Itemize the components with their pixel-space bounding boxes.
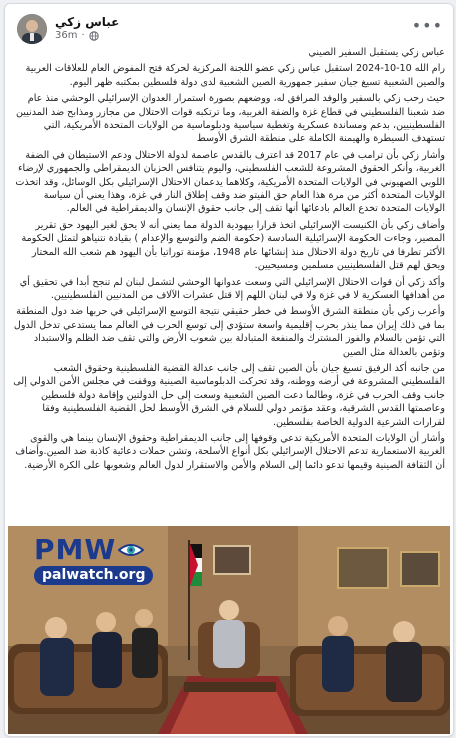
post-paragraph: وأعرب زكي بأن منطقة الشرق الأوسط في خطر حقيقي نتيجة التوسع الإسرائيلي في حربها ضد دول المنطقة بما في ذلك إيران مما ينذر بحرب إقليمية واسعة ستؤدي إلى توسع الحرب في العالم مما يستدعي تدخل الدول التي تؤمن بالسلام والفوز المشترك والمنفعة المتبادلة بين شعوب الأرض والتي تقف ضد الظلم والاستبداد وتؤمن بالعدالة مثل الصين bbox=[13, 306, 445, 358]
post-paragraph: حيث رحب زكي بالسفير والوفد المرافق له، ووضعهم بصورة استمرار العدوان الإسرائيلي الوحشي منذ عام ضد شعبنا الفلسطيني في قطاع غزة والضفة الغربية، وما ترتكبه قوات الاحتلال من مجازر ومذابح ضد المدنيين الفلسطينيين، بدعم ومساندة عسكرية وتغطية سياسية ودبلوماسية من الولايات المتحدة الأمريكية، التي تستهدف السيطرة والهيمنة الكاملة على منطقة الشرق الأوسط bbox=[15, 93, 445, 145]
post-text bbox=[13, 46, 445, 475]
post-paragraph: وأشار أن الولايات المتحدة الأمريكية تدعي وقوفها إلى جانب الديمقراطية وحقوق الإنسان بينما هي والقوى الغربية الاستعمارية تدعم الاحتلال الإسرائيلي بكل أنواع الأسلحة، وتشن حملات دعائية كاذبة ضد الصين.وأضاف أن الثقافة الصينية وقيمها تدعو دائما إلى السلام والأمن والاستقرار لدول العالم وشعوبها على الكرة الأرضية. bbox=[15, 432, 445, 471]
watermark-url: palwatch.org bbox=[34, 566, 153, 585]
post-time[interactable]: 36m bbox=[55, 30, 78, 41]
post-title: عباس زكي يستقبل السفير الصيني bbox=[308, 47, 445, 58]
eye-logo-icon bbox=[118, 541, 144, 559]
author-avatar[interactable] bbox=[17, 14, 47, 44]
more-horizontal-icon[interactable]: ••• bbox=[411, 16, 443, 35]
post-header bbox=[13, 10, 443, 46]
facebook-post bbox=[4, 3, 454, 737]
post-photo[interactable] bbox=[8, 526, 450, 734]
post-paragraph: من جانبه أكد الرفيق تسيغ جيان بأن الصين تقف إلى جانب عدالة القضية الفلسطينية وحقوق الشعب الفلسطيني المشروعة في أرضه ووطنه، وقد تحركت الدبلوماسية الصينية ووقفت في مجلس الأمن الدولي إلى جانب وقف الحرب في غزة، وطالما دعت الصين الشعبية وسعت إلى حل الدولتين وإقامة دولة فلسطين وعاصمتها القدس الشرقية، وعقد مؤتمر دولي للسلام في الشرق الأوسط لحل القضية الفلسطينية وفقا لقرارات الشرعية الدولية الخاصة بفلسطين. bbox=[13, 362, 445, 428]
post-paragraph: رام الله 10-10-2024 استقبل عباس زكي عضو اللجنة المركزية لحركة فتح المفوض العام للعلاقات العربية والصين الشعبية تسيغ جيان سفير جمهورية الصين الشعبية لدى دولة فلسطين بمكتبه ظهر اليوم. bbox=[25, 63, 445, 88]
meta-separator: · bbox=[81, 30, 85, 41]
watermark-main: PMW bbox=[34, 533, 117, 566]
post-paragraph: وأشار زكي بأن ترامب في عام 2017 قد اعترف بالقدس عاصمة لدولة الاحتلال ودعم الاستيطان في الضفة الغربية، وأنكر الحقوق المشروعة للشعب الفلسطيني، واليوم يتنافس الحزبان الديمقراطي والجمهوري لإرضاء اللوبي الصهيوني في الولايات المتحدة الأمريكية، وكلاهما يدعمان الاحتلال الإسرائيلي بكل الوسائل، وقد اتخذت الولايات المتحدة أكثر من مرة هذا العام حق الفيتو ضد وقف إطلاق النار في غزة، وهذا يعني أن سياسة الولايات المتحدة تخدع العالم بادعائها أنها تقف إلى جانب حقوق الإنسان والديمقراطية في العالم. bbox=[15, 149, 445, 215]
pmw-watermark bbox=[34, 533, 153, 585]
post-meta bbox=[55, 30, 99, 41]
post-paragraph: وأضاف زكي بأن الكنيست الإسرائيلي اتخذ قرارا بيهودية الدولة مما يعني أنه لا يحق لغير اليهود حق تقرير المصير، وجاءت الحكومة الإسرائيلية السادسة (حكومة الضم والتوسع والإعدام ) بقيادة نتنياهو لتمثل الحكومة الأكثر تطرفا في تاريخ دولة الاحتلال منذ إنشائها عام 1948، مؤمنة توراتيا بأن اليهود هم شعب الله المختار ويحق لهم قتل الفلسطينيين مسلمين ومسيحيين. bbox=[21, 219, 445, 272]
globe-icon bbox=[89, 31, 99, 41]
author-name[interactable]: عباس زكي bbox=[55, 15, 120, 29]
avatar-portrait-icon bbox=[17, 14, 47, 44]
post-paragraph: وأكد زكي أن قوات الاحتلال الإسرائيلي التي وسعت عدوانها الوحشي لتشمل لبنان لم تنجح أبدا في تحقيق أي من أهدافها العسكرية لا في غزة ولا في لبنان اللهم إلا قتل عشرات الآلاف من المدنيين الفلسطينيين. bbox=[19, 276, 445, 301]
